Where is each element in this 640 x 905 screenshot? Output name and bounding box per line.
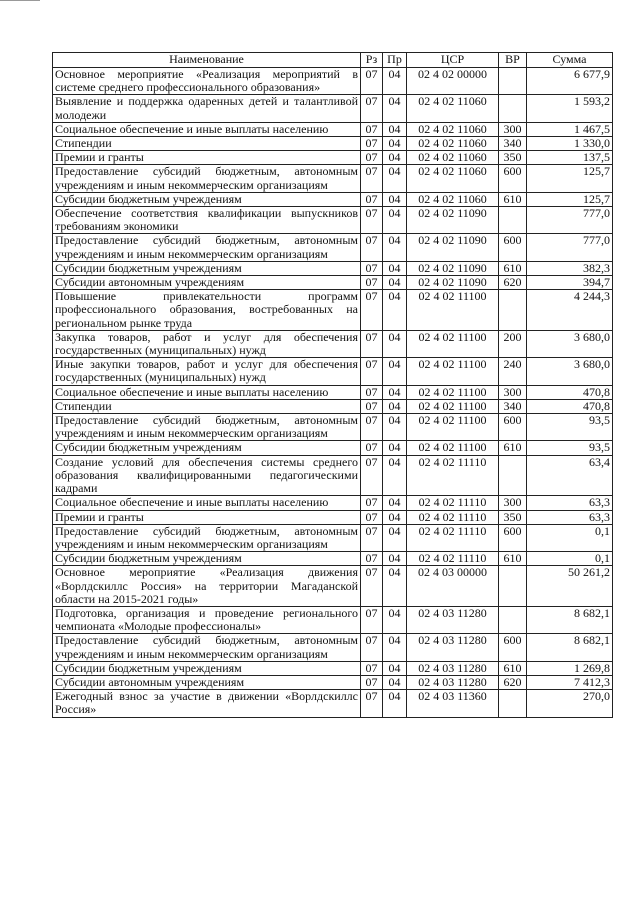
cell-name: Премии и гранты <box>53 510 361 524</box>
cell-pr: 04 <box>383 385 407 399</box>
document-page <box>52 52 612 718</box>
cell-pr: 04 <box>383 399 407 413</box>
cell-name: Субсидии бюджетным учреждениям <box>53 192 361 206</box>
cell-rz: 07 <box>361 290 383 331</box>
cell-csr: 02 4 02 11110 <box>407 552 499 566</box>
cell-vr: 300 <box>499 496 527 510</box>
cell-sum: 50 261,2 <box>527 566 613 607</box>
cell-name: Закупка товаров, работ и услуг для обеспечения государственных (муниципальных) нужд <box>53 330 361 357</box>
cell-sum: 63,4 <box>527 455 613 496</box>
cell-name: Обеспечение соответствия квалификации выпускников требованиям экономики <box>53 207 361 234</box>
cell-vr: 610 <box>499 661 527 675</box>
cell-sum: 0,1 <box>527 552 613 566</box>
cell-sum: 0,1 <box>527 524 613 551</box>
table-row <box>53 441 613 455</box>
cell-rz: 07 <box>361 496 383 510</box>
cell-pr: 04 <box>383 234 407 261</box>
cell-vr: 620 <box>499 276 527 290</box>
cell-rz: 07 <box>361 455 383 496</box>
cell-name: Субсидии бюджетным учреждениям <box>53 661 361 675</box>
table-row <box>53 566 613 607</box>
cell-name: Стипендии <box>53 399 361 413</box>
cell-pr: 04 <box>383 606 407 633</box>
cell-pr: 04 <box>383 510 407 524</box>
cell-sum: 63,3 <box>527 510 613 524</box>
table-row <box>53 137 613 151</box>
table-row <box>53 399 613 413</box>
cell-sum: 7 412,3 <box>527 675 613 689</box>
cell-sum: 137,5 <box>527 151 613 165</box>
cell-name: Предоставление субсидий бюджетным, автономным учреждениям и иным некоммерческим организациям <box>53 165 361 192</box>
cell-sum: 3 680,0 <box>527 358 613 385</box>
header-name: Наименование <box>53 53 361 68</box>
cell-csr: 02 4 02 11100 <box>407 358 499 385</box>
cell-rz: 07 <box>361 137 383 151</box>
table-row <box>53 261 613 275</box>
cell-pr: 04 <box>383 122 407 136</box>
cell-sum: 93,5 <box>527 414 613 441</box>
cell-vr <box>499 95 527 122</box>
cell-sum: 6 677,9 <box>527 68 613 95</box>
cell-vr: 620 <box>499 675 527 689</box>
table-row <box>53 552 613 566</box>
cell-pr: 04 <box>383 261 407 275</box>
cell-sum: 394,7 <box>527 276 613 290</box>
cell-sum: 777,0 <box>527 207 613 234</box>
header-csr: ЦСР <box>407 53 499 68</box>
cell-rz: 07 <box>361 524 383 551</box>
cell-name: Субсидии бюджетным учреждениям <box>53 441 361 455</box>
cell-rz: 07 <box>361 95 383 122</box>
cell-vr <box>499 690 527 717</box>
cell-vr: 340 <box>499 399 527 413</box>
cell-vr: 610 <box>499 192 527 206</box>
cell-vr <box>499 606 527 633</box>
cell-sum: 1 269,8 <box>527 661 613 675</box>
cell-rz: 07 <box>361 165 383 192</box>
cell-rz: 07 <box>361 675 383 689</box>
table-row <box>53 358 613 385</box>
cell-csr: 02 4 02 11090 <box>407 234 499 261</box>
table-row <box>53 207 613 234</box>
cell-sum: 4 244,3 <box>527 290 613 331</box>
cell-rz: 07 <box>361 234 383 261</box>
cell-name: Субсидии автономным учреждениям <box>53 675 361 689</box>
cell-name: Социальное обеспечение и иные выплаты населению <box>53 385 361 399</box>
cell-name: Выявление и поддержка одаренных детей и талантливой молодежи <box>53 95 361 122</box>
cell-csr: 02 4 03 00000 <box>407 566 499 607</box>
cell-csr: 02 4 02 11100 <box>407 414 499 441</box>
table-row <box>53 330 613 357</box>
cell-sum: 470,8 <box>527 399 613 413</box>
cell-csr: 02 4 02 11110 <box>407 455 499 496</box>
cell-pr: 04 <box>383 455 407 496</box>
cell-vr: 200 <box>499 330 527 357</box>
cell-sum: 1 330,0 <box>527 137 613 151</box>
cell-sum: 125,7 <box>527 192 613 206</box>
cell-rz: 07 <box>361 690 383 717</box>
cell-rz: 07 <box>361 661 383 675</box>
cell-csr: 02 4 02 11110 <box>407 524 499 551</box>
cell-vr: 610 <box>499 441 527 455</box>
cell-csr: 02 4 02 11060 <box>407 122 499 136</box>
cell-name: Предоставление субсидий бюджетным, автономным учреждениям и иным некоммерческим организациям <box>53 634 361 661</box>
cell-csr: 02 4 03 11360 <box>407 690 499 717</box>
table-row <box>53 606 613 633</box>
cell-vr <box>499 68 527 95</box>
cell-vr: 350 <box>499 510 527 524</box>
cell-pr: 04 <box>383 496 407 510</box>
cell-csr: 02 4 02 11110 <box>407 510 499 524</box>
cell-csr: 02 4 02 11060 <box>407 151 499 165</box>
cell-rz: 07 <box>361 207 383 234</box>
cell-name: Ежегодный взнос за участие в движении «Ворлдскиллс Россия» <box>53 690 361 717</box>
cell-name: Создание условий для обеспечения системы среднего образования квалифицированными педагогическими кадрами <box>53 455 361 496</box>
cell-vr: 600 <box>499 634 527 661</box>
cell-csr: 02 4 02 11100 <box>407 399 499 413</box>
cell-pr: 04 <box>383 330 407 357</box>
cell-pr: 04 <box>383 566 407 607</box>
table-row <box>53 414 613 441</box>
table-row <box>53 690 613 717</box>
cell-vr <box>499 290 527 331</box>
cell-sum: 1 593,2 <box>527 95 613 122</box>
cell-csr: 02 4 02 11100 <box>407 330 499 357</box>
cell-rz: 07 <box>361 414 383 441</box>
cell-csr: 02 4 02 11060 <box>407 137 499 151</box>
scan-edge-mark <box>0 0 40 1</box>
cell-csr: 02 4 02 11060 <box>407 192 499 206</box>
cell-vr: 350 <box>499 151 527 165</box>
cell-name: Иные закупки товаров, работ и услуг для обеспечения государственных (муниципальных) нужд <box>53 358 361 385</box>
cell-pr: 04 <box>383 137 407 151</box>
table-row <box>53 661 613 675</box>
cell-sum: 125,7 <box>527 165 613 192</box>
cell-sum: 382,3 <box>527 261 613 275</box>
table-header-row <box>53 53 613 68</box>
cell-pr: 04 <box>383 690 407 717</box>
cell-sum: 777,0 <box>527 234 613 261</box>
cell-rz: 07 <box>361 151 383 165</box>
cell-csr: 02 4 02 11060 <box>407 95 499 122</box>
table-body <box>53 68 613 718</box>
cell-rz: 07 <box>361 566 383 607</box>
cell-pr: 04 <box>383 661 407 675</box>
cell-name: Социальное обеспечение и иные выплаты населению <box>53 122 361 136</box>
table-row <box>53 290 613 331</box>
cell-sum: 3 680,0 <box>527 330 613 357</box>
table-row <box>53 455 613 496</box>
cell-name: Предоставление субсидий бюджетным, автономным учреждениям и иным некоммерческим организациям <box>53 234 361 261</box>
cell-pr: 04 <box>383 634 407 661</box>
cell-csr: 02 4 02 11110 <box>407 496 499 510</box>
cell-pr: 04 <box>383 675 407 689</box>
table-row <box>53 95 613 122</box>
table-row <box>53 496 613 510</box>
cell-name: Повышение привлекательности программ профессионального образования, востребованных на региональном рынке труда <box>53 290 361 331</box>
cell-pr: 04 <box>383 151 407 165</box>
cell-name: Социальное обеспечение и иные выплаты населению <box>53 496 361 510</box>
cell-rz: 07 <box>361 330 383 357</box>
cell-rz: 07 <box>361 385 383 399</box>
table-row <box>53 234 613 261</box>
cell-csr: 02 4 03 11280 <box>407 661 499 675</box>
cell-pr: 04 <box>383 207 407 234</box>
header-rz: Рз <box>361 53 383 68</box>
cell-vr: 300 <box>499 122 527 136</box>
cell-name: Стипендии <box>53 137 361 151</box>
cell-csr: 02 4 03 11280 <box>407 634 499 661</box>
cell-csr: 02 4 02 11090 <box>407 207 499 234</box>
cell-csr: 02 4 02 11100 <box>407 441 499 455</box>
cell-name: Премии и гранты <box>53 151 361 165</box>
cell-csr: 02 4 02 11100 <box>407 385 499 399</box>
cell-csr: 02 4 03 11280 <box>407 606 499 633</box>
cell-name: Предоставление субсидий бюджетным, автономным учреждениям и иным некоммерческим организациям <box>53 524 361 551</box>
cell-name: Основное мероприятие «Реализация мероприятий в системе среднего профессионального образования» <box>53 68 361 95</box>
table-row <box>53 122 613 136</box>
cell-sum: 270,0 <box>527 690 613 717</box>
cell-vr: 600 <box>499 234 527 261</box>
header-pr: Пр <box>383 53 407 68</box>
cell-name: Подготовка, организация и проведение регионального чемпионата «Молодые профессионалы» <box>53 606 361 633</box>
header-vr: ВР <box>499 53 527 68</box>
cell-csr: 02 4 02 11090 <box>407 261 499 275</box>
table-row <box>53 385 613 399</box>
cell-name: Предоставление субсидий бюджетным, автономным учреждениям и иным некоммерческим организациям <box>53 414 361 441</box>
table-row <box>53 165 613 192</box>
cell-name: Основное мероприятие «Реализация движения «Ворлдскиллс Россия» на территории Магаданской области на 2015-2021 годы» <box>53 566 361 607</box>
cell-vr: 610 <box>499 261 527 275</box>
cell-rz: 07 <box>361 68 383 95</box>
cell-vr <box>499 566 527 607</box>
cell-rz: 07 <box>361 552 383 566</box>
cell-vr: 340 <box>499 137 527 151</box>
table-row <box>53 192 613 206</box>
cell-name: Субсидии бюджетным учреждениям <box>53 552 361 566</box>
cell-vr <box>499 455 527 496</box>
cell-rz: 07 <box>361 441 383 455</box>
cell-name: Субсидии бюджетным учреждениям <box>53 261 361 275</box>
cell-pr: 04 <box>383 414 407 441</box>
cell-rz: 07 <box>361 606 383 633</box>
cell-sum: 93,5 <box>527 441 613 455</box>
cell-pr: 04 <box>383 276 407 290</box>
cell-vr: 240 <box>499 358 527 385</box>
cell-rz: 07 <box>361 399 383 413</box>
cell-rz: 07 <box>361 634 383 661</box>
cell-vr: 300 <box>499 385 527 399</box>
cell-sum: 63,3 <box>527 496 613 510</box>
cell-rz: 07 <box>361 358 383 385</box>
cell-pr: 04 <box>383 68 407 95</box>
cell-pr: 04 <box>383 165 407 192</box>
cell-sum: 1 467,5 <box>527 122 613 136</box>
cell-rz: 07 <box>361 122 383 136</box>
cell-pr: 04 <box>383 192 407 206</box>
cell-pr: 04 <box>383 524 407 551</box>
cell-pr: 04 <box>383 95 407 122</box>
cell-vr: 600 <box>499 414 527 441</box>
cell-pr: 04 <box>383 552 407 566</box>
cell-pr: 04 <box>383 358 407 385</box>
table-row <box>53 524 613 551</box>
table-row <box>53 510 613 524</box>
cell-rz: 07 <box>361 276 383 290</box>
cell-vr: 610 <box>499 552 527 566</box>
cell-pr: 04 <box>383 441 407 455</box>
cell-vr: 600 <box>499 524 527 551</box>
cell-rz: 07 <box>361 510 383 524</box>
cell-rz: 07 <box>361 261 383 275</box>
cell-csr: 02 4 02 11090 <box>407 276 499 290</box>
header-sum: Сумма <box>527 53 613 68</box>
cell-csr: 02 4 02 11060 <box>407 165 499 192</box>
cell-csr: 02 4 02 00000 <box>407 68 499 95</box>
cell-csr: 02 4 02 11100 <box>407 290 499 331</box>
budget-table <box>52 52 613 718</box>
cell-vr: 600 <box>499 165 527 192</box>
table-row <box>53 276 613 290</box>
table-row <box>53 68 613 95</box>
cell-sum: 8 682,1 <box>527 606 613 633</box>
cell-rz: 07 <box>361 192 383 206</box>
cell-sum: 8 682,1 <box>527 634 613 661</box>
table-row <box>53 634 613 661</box>
cell-vr <box>499 207 527 234</box>
cell-csr: 02 4 03 11280 <box>407 675 499 689</box>
cell-pr: 04 <box>383 290 407 331</box>
cell-name: Субсидии автономным учреждениям <box>53 276 361 290</box>
cell-sum: 470,8 <box>527 385 613 399</box>
table-row <box>53 151 613 165</box>
table-row <box>53 675 613 689</box>
